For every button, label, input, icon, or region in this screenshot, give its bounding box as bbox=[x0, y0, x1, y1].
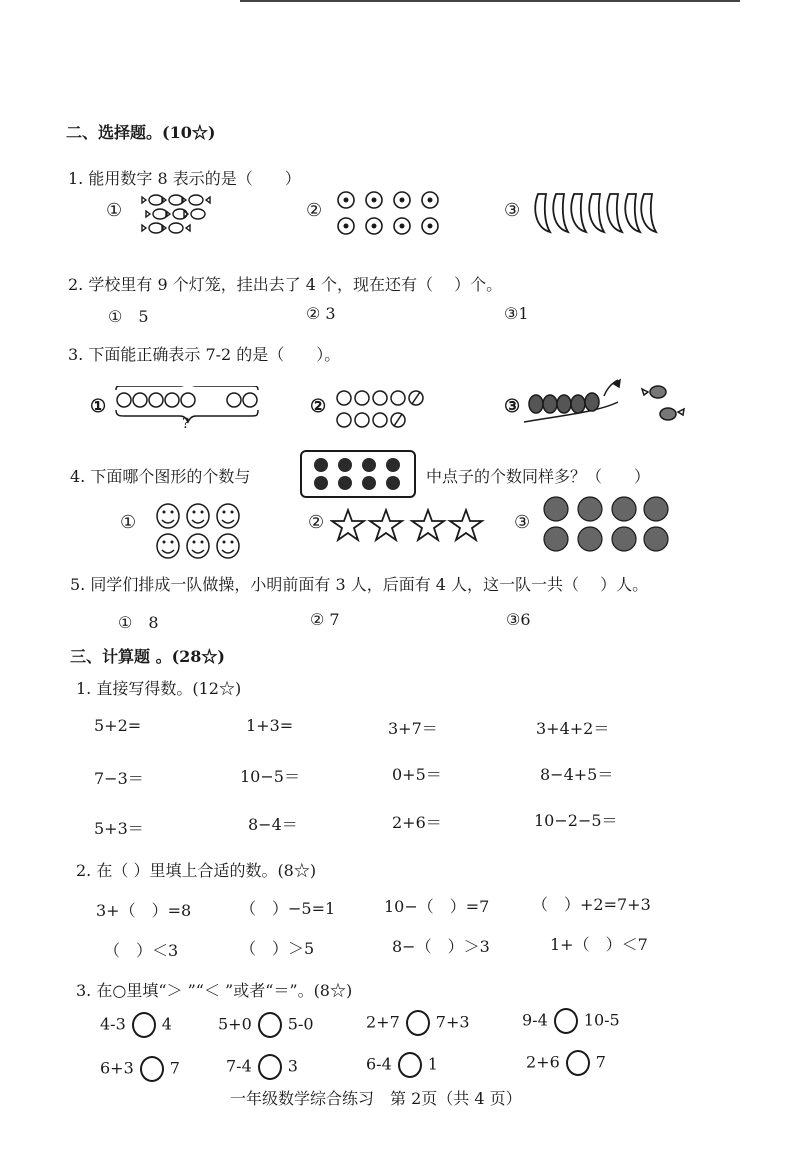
question-2: 2. 学校里有 9 个灯笼，挂出去了 4 个，现在还有（ ）个。 bbox=[68, 275, 503, 294]
q3-option-1-mark: ① bbox=[90, 396, 107, 417]
compare-left: 7-4 bbox=[226, 1056, 252, 1076]
question-3: 3. 下面能正确表示 7-2 的是（ ）。 bbox=[68, 345, 341, 364]
question-5: 5. 同学们排成一队做操，小明前面有 3 人，后面有 4 人，这一队一共（ ）人。 bbox=[70, 575, 649, 594]
compare-right: 7+3 bbox=[435, 1012, 470, 1032]
compare-right: 7 bbox=[595, 1052, 606, 1072]
part-2-title: 2. 在（ ）里填上合适的数。(8☆) bbox=[76, 861, 317, 880]
compare-circle[interactable] bbox=[566, 1050, 590, 1076]
section-title-choice: 二、选择题。(10☆) bbox=[66, 123, 216, 142]
flower-group-icon bbox=[332, 188, 442, 238]
candy-group-icon bbox=[140, 190, 212, 240]
fill-blank-inequality: （ ）＞5 bbox=[240, 939, 315, 958]
equation: 8−4+5＝ bbox=[540, 765, 614, 784]
equation: 5+2= bbox=[94, 716, 142, 735]
question-4-before: 4. 下面哪个图形的个数与 bbox=[70, 467, 251, 486]
q1-option-2-mark: ② bbox=[306, 200, 323, 221]
compare-left: 9-4 bbox=[522, 1010, 548, 1030]
q1-option-3-mark: ③ bbox=[504, 200, 521, 221]
fill-blank-equation: （ ）−5=1 bbox=[240, 899, 336, 918]
fruit-group-icon bbox=[540, 494, 670, 554]
q2-option-3: ③1 bbox=[504, 304, 529, 323]
equation: 2+6＝ bbox=[392, 813, 442, 832]
stars-icon bbox=[330, 508, 486, 544]
compare-left: 6-4 bbox=[366, 1054, 392, 1074]
compare-left: 6+3 bbox=[100, 1058, 134, 1078]
q4-option-3-mark: ③ bbox=[514, 512, 531, 533]
banana-group-icon bbox=[530, 188, 660, 236]
compare-item bbox=[526, 1050, 606, 1076]
compare-right: 1 bbox=[427, 1054, 438, 1074]
compare-item bbox=[100, 1012, 172, 1038]
compare-left: 5+0 bbox=[218, 1014, 252, 1034]
compare-circle[interactable] bbox=[554, 1008, 578, 1034]
compare-left: 2+7 bbox=[366, 1012, 400, 1032]
part-3-title: 3. 在○里填“＞ ”“＜ ”或者“＝”。(8☆) bbox=[76, 981, 353, 1000]
compare-right: 10-5 bbox=[583, 1010, 620, 1030]
part-1-title: 1. 直接写得数。(12☆) bbox=[76, 679, 242, 698]
q5-option-1: ① 8 bbox=[118, 613, 159, 632]
q5-option-3: ③6 bbox=[506, 610, 531, 629]
equation: 8−4＝ bbox=[248, 815, 298, 834]
q5-option-2: ② 7 bbox=[310, 610, 340, 629]
compare-right: 3 bbox=[287, 1056, 298, 1076]
compare-item bbox=[522, 1008, 620, 1034]
page-footer: 一年级数学综合练习 第 2页（共 4 页） bbox=[230, 1089, 522, 1108]
compare-circle[interactable] bbox=[132, 1012, 156, 1038]
fill-blank-equation: 10−（ ）=7 bbox=[384, 897, 490, 916]
q2-option-2: ② 3 bbox=[306, 304, 336, 323]
question-4-after: 中点子的个数同样多？（ ） bbox=[426, 467, 651, 486]
question-1: 1. 能用数字 8 表示的是（ ） bbox=[68, 169, 301, 188]
equation: 0+5＝ bbox=[392, 765, 442, 784]
equation: 7−3＝ bbox=[94, 769, 144, 788]
scan-edge-line bbox=[240, 0, 740, 2]
equation: 3+4+2＝ bbox=[536, 719, 610, 738]
compare-right: 5-0 bbox=[287, 1014, 314, 1034]
compare-item bbox=[100, 1056, 180, 1082]
compare-item bbox=[366, 1052, 438, 1078]
smiley-faces-icon bbox=[154, 500, 244, 562]
equation: 1+3= bbox=[246, 716, 294, 735]
compare-item bbox=[366, 1010, 470, 1036]
q3-option-3-mark: ③ bbox=[504, 396, 521, 417]
equation: 5+3＝ bbox=[94, 819, 144, 838]
crossed-circles-icon bbox=[334, 388, 444, 430]
compare-circle[interactable] bbox=[398, 1052, 422, 1078]
q1-option-1-mark: ① bbox=[106, 200, 123, 221]
compare-circle[interactable] bbox=[258, 1012, 282, 1038]
fill-blank-inequality: （ ）＜3 bbox=[104, 941, 179, 960]
q4-option-1-mark: ① bbox=[120, 512, 137, 533]
fill-blank-inequality: 8−（ ）＞3 bbox=[392, 937, 490, 956]
compare-circle[interactable] bbox=[140, 1056, 164, 1082]
section-title-calculation: 三、计算题 。(28☆) bbox=[70, 647, 225, 666]
compare-right: 7 bbox=[169, 1058, 180, 1078]
q4-option-2-mark: ② bbox=[308, 512, 325, 533]
compare-circle[interactable] bbox=[258, 1054, 282, 1080]
fill-blank-equation: （ ）+2=7+3 bbox=[532, 895, 651, 914]
equation: 10−2−5＝ bbox=[534, 811, 618, 830]
q3-option-2-mark: ② bbox=[310, 396, 327, 417]
q2-option-1: ① 5 bbox=[108, 307, 149, 326]
compare-item bbox=[226, 1054, 298, 1080]
birds-on-branch-icon bbox=[518, 378, 688, 430]
compare-item bbox=[218, 1012, 314, 1038]
equation: 3+7＝ bbox=[388, 719, 438, 738]
equation: 10−5＝ bbox=[240, 767, 300, 786]
compare-right: 4 bbox=[161, 1014, 172, 1034]
fill-blank-inequality: 1+（ ）＜7 bbox=[550, 935, 648, 954]
compare-circle[interactable] bbox=[406, 1010, 430, 1036]
dot-box-icon bbox=[300, 450, 416, 498]
fill-blank-equation: 3+（ ）=8 bbox=[96, 901, 192, 920]
compare-left: 2+6 bbox=[526, 1052, 560, 1072]
q3-question-mark: ? bbox=[182, 416, 190, 432]
compare-left: 4-3 bbox=[100, 1014, 126, 1034]
